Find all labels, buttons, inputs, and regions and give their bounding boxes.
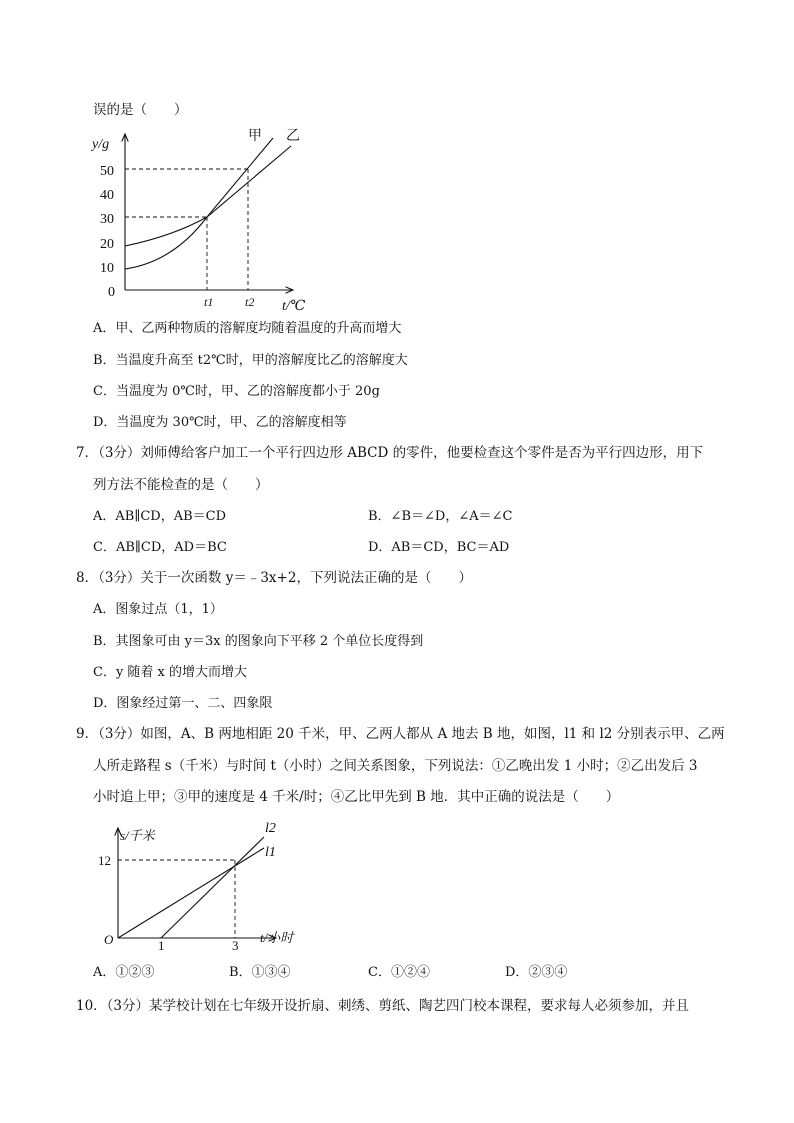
y-tick-12: 12 — [98, 853, 111, 868]
x-tick-t2: t2 — [245, 295, 255, 309]
curve-jia — [125, 138, 273, 269]
q9-stem-line1: 9．（3分）如图，A、B 两地相距 20 千米，甲、乙两人都从 A 地去 B 地，如图，l1 和 l2 分别表示甲、乙两 — [76, 726, 725, 742]
q9-option-d[interactable]: D．②③④ — [505, 965, 568, 980]
y-tick-0: 0 — [108, 285, 115, 300]
q8-stem: 8．（3分）关于一次函数 y＝﹣3x+2，下列说法正确的是（ ） — [76, 570, 472, 586]
line-l2 — [161, 837, 264, 938]
x-tick-1: 1 — [158, 938, 165, 953]
q7-option-a[interactable]: A．AB∥CD，AB＝CD — [93, 509, 227, 524]
curve-yi — [125, 146, 291, 246]
q7-stem-line1: 7．（3分）刘师傅给客户加工一个平行四边形 ABCD 的零件，他要检查这个零件是否为平行四边形，用下 — [76, 445, 704, 461]
y-tick-20: 20 — [100, 237, 114, 252]
q6-option-a[interactable]: A．甲、乙两种物质的溶解度均随着温度的升高而增大 — [93, 321, 402, 336]
q6-option-b[interactable]: B．当温度升高至 t2℃时，甲的溶解度比乙的溶解度大 — [93, 353, 408, 368]
q7-option-d[interactable]: D．AB＝CD，BC＝AD — [368, 540, 510, 555]
line-label-l1: l1 — [265, 845, 276, 860]
q6-option-c[interactable]: C．当温度为 0℃时，甲、乙的溶解度都小于 20g — [93, 384, 380, 399]
q9-stem-line3: 小时追上甲；③甲的速度是 4 千米/时；④乙比甲先到 B 地．其中正确的说法是（ ） — [93, 789, 620, 805]
q7-option-b[interactable]: B．∠B＝∠D，∠A＝∠C — [368, 509, 513, 524]
q10-stem-line1: 10．（3分）某学校计划在七年级开设折扇、刺绣、剪纸、陶艺四门校本课程，要求每人必须参加，并且 — [76, 998, 690, 1014]
line-label-l2: l2 — [265, 821, 276, 836]
q6-option-d[interactable]: D．当温度为 30℃时，甲、乙的溶解度相等 — [93, 415, 347, 430]
q8-option-b[interactable]: B．其图象可由 y＝3x 的图象向下平移 2 个单位长度得到 — [93, 634, 424, 649]
line-l1 — [118, 848, 264, 938]
x-tick-3: 3 — [232, 938, 239, 953]
q7-stem-line2: 列方法不能检查的是（ ） — [93, 477, 269, 493]
q8-option-d[interactable]: D．图象经过第一、二、四象限 — [93, 696, 273, 711]
y-axis-label: s/千米 — [120, 828, 155, 843]
q9-stem-line2: 人所走路程 s（千米）与时间 t（小时）之间关系图象，下列说法：①乙晚出发 1 小时；②乙出发后 3 — [93, 758, 698, 774]
q6-prompt-tail: 误的是（ ） — [93, 102, 188, 118]
q8-option-a[interactable]: A．图象过点（1，1） — [93, 602, 223, 617]
y-tick-30: 30 — [100, 212, 114, 227]
solubility-graph — [88, 124, 318, 334]
distance-time-graph — [98, 816, 328, 956]
q7-option-c[interactable]: C．AB∥CD，AD＝BC — [93, 540, 227, 555]
y-tick-10: 10 — [100, 261, 114, 276]
q9-option-b[interactable]: B．①③④ — [229, 965, 291, 980]
x-axis-label: t/小时 — [260, 930, 294, 945]
x-tick-t1: t1 — [204, 295, 214, 309]
origin-label: O — [104, 932, 114, 947]
x-axis-label: t/℃ — [282, 299, 306, 314]
y-tick-40: 40 — [100, 188, 114, 203]
y-tick-50: 50 — [100, 164, 114, 179]
q9-option-a[interactable]: A．①②③ — [93, 965, 155, 980]
y-axis-label: y/g — [92, 137, 110, 152]
curve-label-jia: 甲 — [248, 129, 262, 144]
curve-label-yi: 乙 — [286, 129, 300, 144]
q8-option-c[interactable]: C．y 随着 x 的增大而增大 — [93, 665, 248, 680]
q9-option-c[interactable]: C．①②④ — [368, 965, 430, 980]
